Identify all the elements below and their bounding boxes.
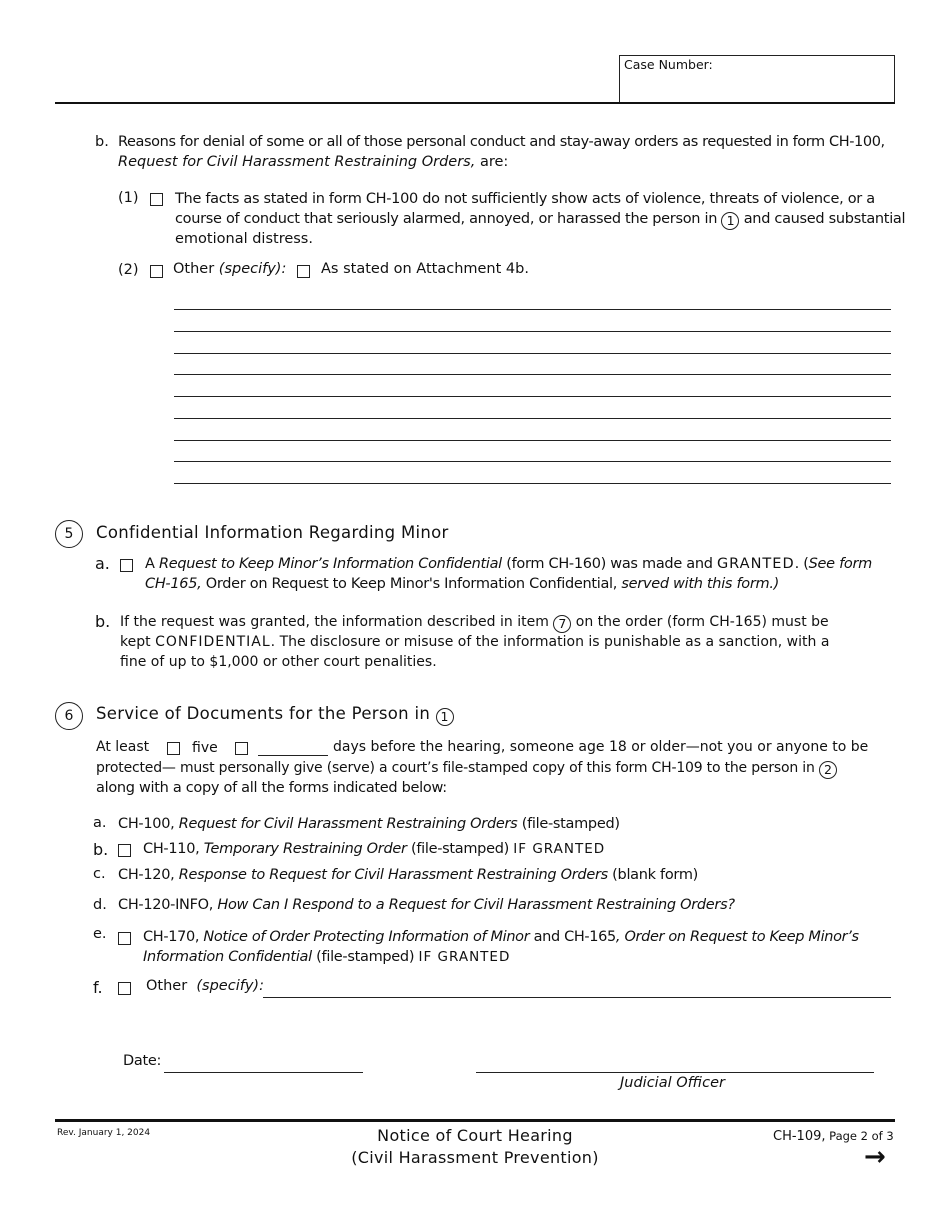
doc-c-code: CH-120, (118, 867, 179, 883)
section-6-title: Service of Documents for the Person in (96, 704, 431, 723)
option-2-number: (2) (118, 262, 139, 278)
specify-line[interactable] (174, 483, 891, 484)
attachment-4b-checkbox[interactable] (297, 265, 310, 278)
item-7-circle: 7 (553, 615, 571, 633)
item-1-circle: 1 (721, 212, 739, 230)
specify-line[interactable] (174, 418, 891, 419)
doc-c-text (118, 865, 698, 885)
date-label: Date: (123, 1053, 162, 1069)
section-5b-text2: on the order (form CH-165) must be (571, 614, 829, 630)
section-5a-ch165: CH-165, (145, 576, 202, 592)
doc-e-suffix: (file-stamped) (311, 949, 419, 965)
specify-line[interactable] (174, 440, 891, 441)
section-5a-text3: . ( (794, 556, 809, 572)
custom-days-checkbox[interactable] (235, 742, 248, 755)
specify-line[interactable] (174, 309, 891, 310)
doc-e-code: CH-170, (143, 929, 204, 945)
section-5a-served: served with this form.) (617, 576, 780, 592)
doc-b-code: CH-110, (143, 841, 204, 857)
item-4b-are: are: (475, 154, 509, 170)
section-5a-checkbox[interactable] (120, 559, 133, 572)
at-least-label: At least (96, 739, 150, 755)
section-5b-line3: fine of up to $1,000 or other court penalities. (120, 654, 437, 670)
doc-b-suffix: (file-stamped) (406, 841, 514, 857)
doc-e-mid: and CH-165 (529, 929, 616, 945)
doc-e-title3: Information Confidential (143, 949, 312, 965)
footer-form-number: CH-109, (773, 1129, 826, 1144)
doc-c-suffix: (blank form) (607, 867, 699, 883)
section-5a-line2 (145, 574, 779, 594)
doc-e-granted: IF GRANTED (418, 949, 511, 965)
section-6-number: 6 (55, 702, 83, 730)
case-number-box[interactable] (619, 55, 895, 103)
section-5a-text1: A (145, 556, 159, 572)
person-1-circle: 1 (436, 708, 454, 726)
doc-e-checkbox[interactable] (118, 932, 131, 945)
doc-f-specify: (specify): (196, 978, 264, 994)
section-5-number: 5 (55, 520, 83, 548)
option-1-number: (1) (118, 190, 139, 206)
doc-f-letter: f. (93, 978, 103, 997)
intro-days-before: days before the hearing (333, 739, 501, 755)
doc-a-text (118, 814, 620, 834)
footer-rule (55, 1119, 895, 1122)
option-1-line3: emotional distress. (175, 231, 313, 247)
intro-line1 (333, 737, 868, 757)
doc-a-letter: a. (93, 815, 107, 831)
person-2-circle: 2 (819, 761, 837, 779)
section-5b-letter: b. (95, 612, 111, 631)
intro-line3: along with a copy of all the forms indicated below: (96, 780, 447, 796)
doc-f-checkbox[interactable] (118, 982, 131, 995)
at-least-checkbox[interactable] (167, 742, 180, 755)
section-5a-order-title: Order on Request to Keep Minor's Information Confidential, (201, 576, 618, 592)
intro-someone: , someone age 18 or older—not you or anyone to be (500, 739, 869, 755)
section-5a-granted: GRANTED (716, 556, 795, 572)
doc-b-letter: b. (93, 840, 109, 859)
section-5b-line1 (120, 612, 829, 633)
header-rule (55, 102, 895, 104)
revision-date: Rev. January 1, 2024 (57, 1128, 151, 1138)
option-2-label (173, 259, 286, 279)
doc-f-other: Other (146, 978, 188, 994)
specify-line[interactable] (174, 396, 891, 397)
option-2-checkbox[interactable] (150, 265, 163, 278)
section-5a-letter: a. (95, 554, 110, 573)
doc-f-specify-line[interactable] (263, 997, 891, 998)
doc-b-granted: IF GRANTED (513, 841, 606, 857)
section-5b-text3: kept (120, 634, 156, 650)
judicial-officer-label: Judicial Officer (620, 1075, 725, 1091)
item-4b-line2 (118, 152, 508, 172)
section-6-title-line (96, 704, 454, 726)
doc-e-letter: e. (93, 926, 107, 942)
doc-b-checkbox[interactable] (118, 844, 131, 857)
option-2-specify: (specify): (218, 261, 287, 277)
section-5-title: Confidential Information Regarding Minor (96, 523, 449, 542)
doc-a-code: CH-100, (118, 816, 179, 832)
custom-days-field[interactable] (258, 739, 328, 756)
section-5b-text4: . The disclosure or misuse of the information is punishable as a sanction, with a (270, 634, 830, 650)
section-5a-see-form: See form (808, 556, 872, 572)
doc-d-letter: d. (93, 897, 107, 913)
section-5a-form-title: Request to Keep Minor’s Information Confidential (158, 556, 502, 572)
doc-d-text (118, 895, 735, 915)
section-5b-confidential: CONFIDENTIAL (155, 634, 271, 650)
option-1-line2a: course of conduct that seriously alarmed, annoyed, or harassed the person in (175, 211, 722, 227)
section-5a-text2: (form CH-160) was made and (501, 556, 717, 572)
five-label: five (192, 740, 218, 756)
doc-d-title: How Can I Respond to a Request for Civil Harassment Restraining Orders? (217, 897, 735, 913)
doc-d-code: CH-120-INFO, (118, 897, 218, 913)
item-4b-form-title: Request for Civil Harassment Restraining Orders, (118, 154, 476, 170)
section-5a-line1 (145, 554, 872, 574)
option-1-line2 (175, 209, 905, 230)
specify-line[interactable] (174, 461, 891, 462)
specify-line[interactable] (174, 374, 891, 375)
next-page-arrow-icon[interactable]: → (864, 1142, 886, 1172)
item-4b-line1: Reasons for denial of some or all of those personal conduct and stay-away orders as requested in form CH-100, (118, 134, 885, 150)
doc-b-text (143, 839, 605, 859)
doc-f-text (146, 976, 264, 996)
option-1-line1: The facts as stated in form CH-100 do not sufficiently show acts of violence, threats of violence, or a (175, 191, 875, 207)
option-1-checkbox[interactable] (150, 193, 163, 206)
intro-line2 (96, 758, 837, 779)
doc-e-title: Notice of Order Protecting Information of Minor (203, 929, 530, 945)
attachment-4b-label: As stated on Attachment 4b. (321, 261, 529, 277)
case-number-label: Case Number: (624, 57, 713, 72)
option-1-line2b: and caused substantial (739, 211, 906, 227)
doc-e-line2 (143, 947, 510, 967)
footer-subtitle: (Civil Harassment Prevention) (351, 1148, 599, 1167)
doc-a-suffix: (file-stamped) (517, 816, 620, 832)
doc-e-title2: , Order on Request to Keep Minor’s (615, 929, 859, 945)
section-5b-text1: If the request was granted, the information described in item (120, 614, 554, 630)
item-4b-letter: b. (95, 134, 109, 150)
doc-e-line1 (143, 927, 859, 947)
intro-protected: protected— must personally give (serve) a court’s file-stamped copy of this form CH-109 to the person in (96, 760, 819, 776)
footer-title: Notice of Court Hearing (377, 1126, 573, 1145)
footer-page-number: Page 2 of 3 (825, 1129, 894, 1143)
specify-line[interactable] (174, 353, 891, 354)
section-5b-line2 (120, 632, 829, 652)
option-2-other: Other (173, 261, 215, 277)
doc-a-title: Request for Civil Harassment Restraining Orders (178, 816, 518, 832)
doc-b-title: Temporary Restraining Order (203, 841, 407, 857)
doc-c-title: Response to Request for Civil Harassment Restraining Orders (178, 867, 608, 883)
date-field[interactable] (164, 1072, 363, 1073)
specify-line[interactable] (174, 331, 891, 332)
doc-c-letter: c. (93, 866, 106, 882)
